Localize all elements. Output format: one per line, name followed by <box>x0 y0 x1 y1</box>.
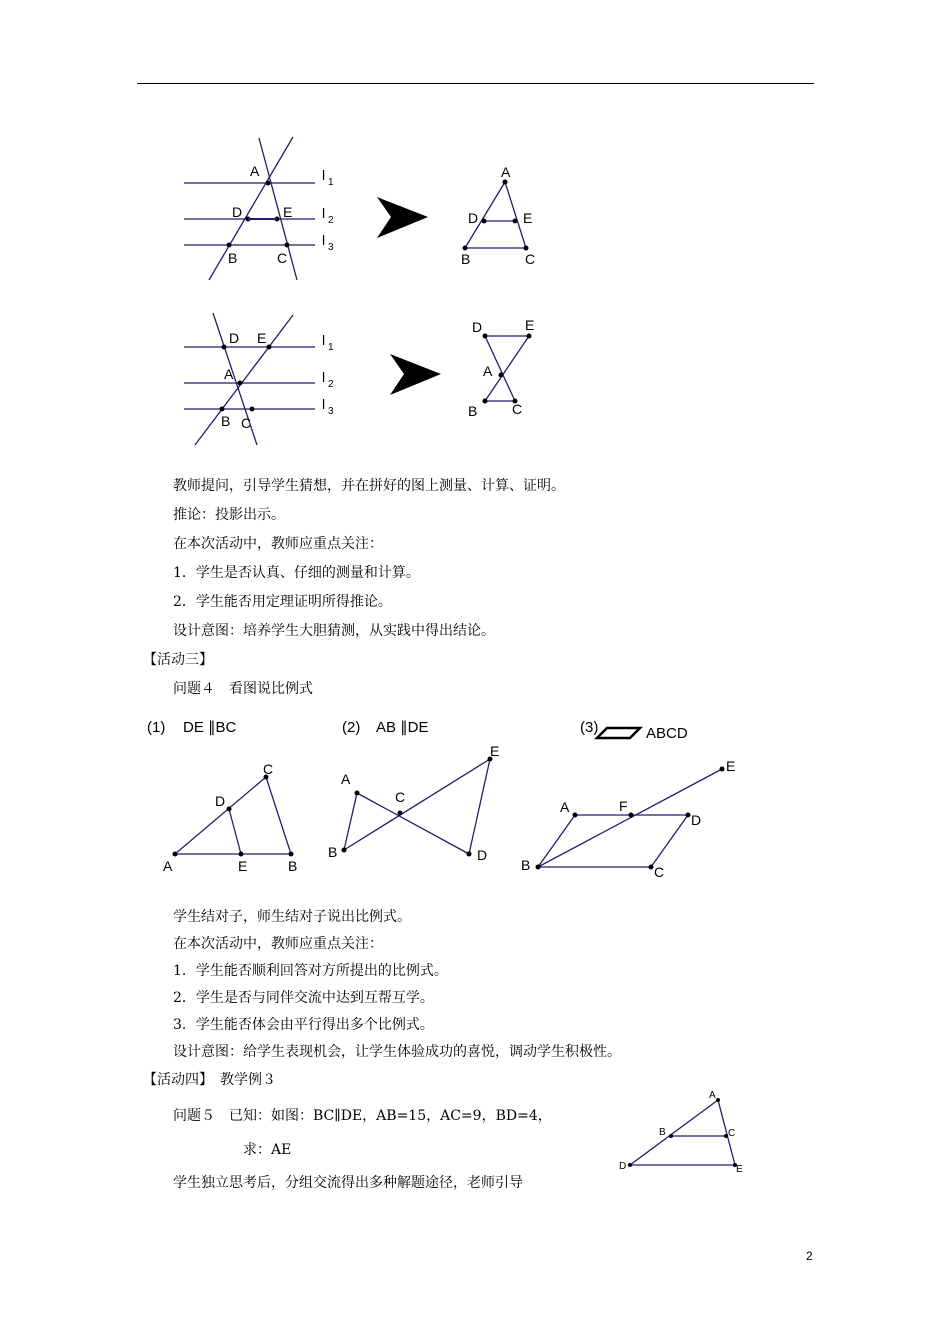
paragraph: 在本次活动中，教师应重点关注： <box>173 936 383 952</box>
subscript-3: 3 <box>328 242 334 253</box>
label-D: D <box>215 793 226 809</box>
line-label-l3: l <box>322 396 326 412</box>
label-D: D <box>468 210 479 226</box>
paragraph: 学生结对子，师生结对子说出比例式。 <box>173 909 411 925</box>
label-E: E <box>525 317 535 333</box>
label-C: C <box>512 401 523 417</box>
label-B: B <box>221 413 231 429</box>
caption-number: (1) <box>147 719 166 736</box>
proportion-figure-1 <box>145 710 325 885</box>
label-D: D <box>229 330 240 346</box>
subscript-2: 2 <box>328 215 334 226</box>
parallelogram-icon <box>597 728 640 738</box>
subscript-1: 1 <box>328 342 334 353</box>
label-D: D <box>477 847 488 863</box>
proportion-figure-2 <box>322 710 522 885</box>
label-C: C <box>277 250 288 266</box>
section-heading: 【活动四】 教学例３ <box>143 1072 276 1088</box>
header-rule <box>137 83 814 84</box>
label-A: A <box>709 1090 716 1101</box>
label-B: B <box>228 250 238 266</box>
label-A: A <box>341 771 351 787</box>
caption: DE ∥BC <box>183 719 237 736</box>
paragraph: 在本次活动中，教师应重点关注： <box>173 536 383 552</box>
label-D: D <box>472 319 483 335</box>
paragraph: 学生独立思考后，分组交流得出多种解题途径，老师引导 <box>173 1175 523 1191</box>
label-B: B <box>521 857 531 873</box>
line-label-l3: l <box>322 232 326 248</box>
label-E: E <box>257 330 267 346</box>
parallel-lines-figure-1 <box>175 130 365 290</box>
subscript-3: 3 <box>328 406 334 417</box>
label-B: B <box>328 844 338 860</box>
label-B: B <box>461 251 471 267</box>
label-E: E <box>523 210 533 226</box>
list-item: 1．学生能否顺利回答对方所提出的比例式。 <box>173 963 448 979</box>
label-C: C <box>241 415 252 431</box>
page-number: 2 <box>806 1249 813 1263</box>
label-C: C <box>525 251 536 267</box>
caption-number: (3) <box>580 719 599 736</box>
label-A: A <box>483 363 493 379</box>
label-E: E <box>490 743 500 759</box>
label-A: A <box>501 164 511 180</box>
label-D: D <box>691 812 702 828</box>
subscript-2: 2 <box>328 379 334 390</box>
label-B: B <box>468 403 478 419</box>
line-label-l1: l <box>322 332 326 348</box>
subscript-1: 1 <box>328 177 334 188</box>
caption-number: (2) <box>342 719 361 736</box>
caption: AB ∥DE <box>376 719 429 736</box>
label-C: C <box>263 761 274 777</box>
list-item: 3．学生能否体会由平行得出多个比例式。 <box>173 1017 434 1033</box>
label-C: C <box>654 864 665 880</box>
label-B: B <box>659 1127 666 1138</box>
label-C: C <box>395 789 406 805</box>
question-title: 问题５ 已知：如图：BC∥DE，AB=15，AC=9，BD=4， <box>173 1108 552 1124</box>
parallel-lines-figure-2 <box>175 305 365 465</box>
label-E: E <box>736 1164 743 1175</box>
line-label-l2: l <box>322 205 326 221</box>
label-E: E <box>726 758 736 774</box>
paragraph: 推论：投影出示。 <box>173 507 285 523</box>
example-triangle-figure <box>615 1085 755 1180</box>
label-D: D <box>232 204 243 220</box>
section-heading: 【活动三】 <box>143 652 213 668</box>
label-F: F <box>619 798 628 814</box>
question-title: 问题４ 看图说比例式 <box>173 681 313 697</box>
label-B: B <box>288 858 298 874</box>
right-arrow-icon <box>388 352 443 397</box>
list-item: 1．学生是否认真、仔细的测量和计算。 <box>173 565 420 581</box>
line-label-l2: l <box>322 369 326 385</box>
label-A: A <box>224 366 234 382</box>
paragraph: 教师提问，引导学生猜想，并在拼好的图上测量、计算、证明。 <box>173 478 565 494</box>
hourglass-figure <box>465 315 545 425</box>
list-item: 2．学生能否用定理证明所得推论。 <box>173 594 392 610</box>
label-C: C <box>728 1128 736 1139</box>
list-item: 2．学生是否与同伴交流中达到互帮互学。 <box>173 990 434 1006</box>
label-E: E <box>283 204 293 220</box>
line-label-l1: l <box>322 167 326 183</box>
label-E: E <box>238 858 248 874</box>
caption: ABCD <box>646 725 688 742</box>
triangle-figure-1 <box>455 160 555 270</box>
paragraph: 设计意图：培养学生大胆猜测，从实践中得出结论。 <box>173 623 495 639</box>
paragraph: 设计意图：给学生表现机会，让学生体验成功的喜悦，调动学生积极性。 <box>173 1044 621 1060</box>
question-ask: 求：AE <box>243 1142 292 1158</box>
label-A: A <box>163 858 173 874</box>
right-arrow-icon <box>375 195 430 240</box>
label-A: A <box>250 163 260 179</box>
label-A: A <box>560 799 570 815</box>
proportion-figure-3 <box>510 710 750 885</box>
label-D: D <box>619 1161 627 1172</box>
